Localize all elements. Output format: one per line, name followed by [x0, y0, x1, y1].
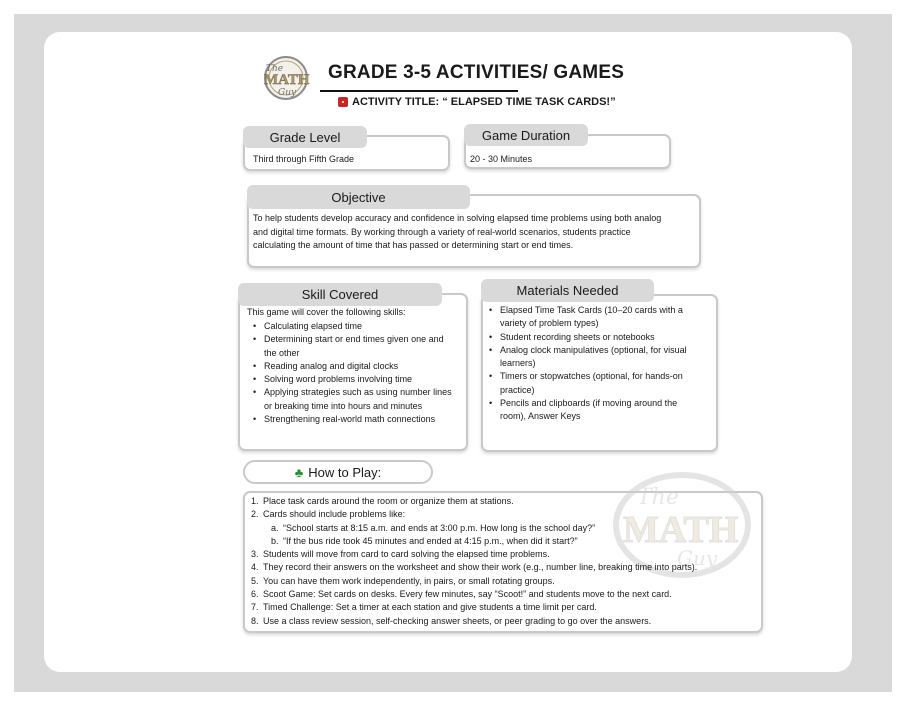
- step-text: They record their answers on the worksheet and show their work (e.g., number line, breaking time into parts).: [263, 562, 698, 573]
- objective-text: [253, 212, 661, 253]
- game-duration-value: 20 - 30 Minutes: [470, 154, 533, 164]
- dice-icon: [338, 97, 348, 107]
- svg-text:The: The: [637, 485, 679, 510]
- how-to-play-label: [243, 460, 433, 484]
- step-item: [251, 548, 697, 561]
- title-divider: [320, 90, 518, 92]
- sub-step: [251, 522, 697, 535]
- how-to-play-steps: [251, 495, 697, 628]
- materials-list: [484, 304, 687, 424]
- step-text: Scoot Game: Set cards on desks. Every few minutes, say “Scoot!” and students move to the next card.: [263, 589, 672, 600]
- game-duration-label: Game Duration: [464, 124, 588, 146]
- svg-text:MATH: MATH: [264, 72, 310, 88]
- step-number: 8.: [251, 615, 259, 626]
- svg-text:MATH: MATH: [623, 509, 739, 551]
- step-item: [251, 615, 697, 628]
- step-number: 2.: [251, 509, 259, 520]
- material-item: • Student recording sheets or notebooks: [484, 331, 687, 344]
- clover-icon: ♣: [294, 464, 304, 480]
- skill-item: • Strengthening real-world math connections: [248, 413, 452, 426]
- objective-line: To help students develop accuracy and confidence in solving elapsed time problems using both analog: [253, 213, 662, 223]
- skill-item: • Solving word problems involving time: [248, 373, 452, 386]
- material-item: • Timers or stopwatches (optional, for hands-on practice): [484, 370, 687, 397]
- step-number: a.: [271, 522, 279, 533]
- materials-label: Materials Needed: [481, 279, 654, 302]
- svg-text:The: The: [266, 64, 284, 74]
- step-number: 7.: [251, 602, 259, 613]
- page-title: GRADE 3-5 ACTIVITIES/ GAMES: [328, 62, 625, 83]
- skills-list: [248, 320, 452, 426]
- step-text: Cards should include problems like:: [263, 509, 406, 520]
- step-text: Use a class review session, self-checking answer sheets, or peer grading to go over the answers.: [263, 615, 652, 626]
- svg-text:Guy: Guy: [677, 546, 718, 570]
- sub-step: [251, 535, 697, 548]
- step-number: 4.: [251, 562, 259, 573]
- grade-level-label: Grade Level: [243, 126, 367, 148]
- step-item: [251, 601, 697, 614]
- step-item: [251, 508, 697, 521]
- step-number: 1.: [251, 496, 259, 506]
- skill-item: • Calculating elapsed time: [248, 320, 452, 333]
- step-text: Place task cards around the room or organize them at stations.: [263, 496, 514, 506]
- material-item: • Pencils and clipboards (if moving around the room), Answer Keys: [484, 397, 687, 424]
- svg-text:Guy: Guy: [278, 88, 297, 98]
- skill-item: • Determining start or end times given one and the other: [248, 333, 452, 360]
- objective-label: Objective: [247, 185, 470, 209]
- step-text: You can have them work independently, in pairs, or small rotating groups.: [263, 575, 555, 586]
- step-text: “School starts at 8:15 a.m. and ends at 3:00 p.m. How long is the school day?”: [283, 522, 596, 533]
- step-item: [251, 575, 697, 588]
- objective-line: calculating the amount of time that has passed or determining start or end times.: [253, 240, 574, 250]
- step-number: 6.: [251, 589, 259, 600]
- step-text: “If the bus ride took 45 minutes and ended at 4:15 p.m., when did it start?”: [283, 535, 578, 546]
- how-to-play-text: How to Play:: [308, 464, 382, 480]
- skills-intro: This game will cover the following skills:: [247, 307, 406, 317]
- step-number: 5.: [251, 575, 259, 586]
- material-item: • Elapsed Time Task Cards (10–20 cards with a variety of problem types): [484, 304, 687, 331]
- activity-title: [338, 96, 616, 108]
- step-text: Students will move from card to card solving the elapsed time problems.: [263, 549, 550, 560]
- material-item: • Analog clock manipulatives (optional, for visual learners): [484, 344, 687, 371]
- step-item: [251, 495, 697, 508]
- step-number: 3.: [251, 549, 259, 560]
- skill-item: • Applying strategies such as using number lines or breaking time into hours and minutes: [248, 386, 452, 413]
- activity-title-text: ACTIVITY TITLE: “ ELAPSED TIME TASK CARDS!”: [352, 96, 616, 108]
- grade-level-value: Third through Fifth Grade: [253, 154, 355, 164]
- step-text: Timed Challenge: Set a timer at each station and give students a time limit per card.: [263, 602, 597, 613]
- skills-label: Skill Covered: [238, 283, 442, 306]
- objective-line: and digital time formats. By working through a variety of real-world scenarios, students practice: [253, 226, 631, 237]
- step-item: [251, 561, 697, 574]
- skill-item: • Reading analog and digital clocks: [248, 360, 452, 373]
- step-number: b.: [271, 535, 279, 546]
- step-item: [251, 588, 697, 601]
- math-guy-logo: [258, 54, 312, 102]
